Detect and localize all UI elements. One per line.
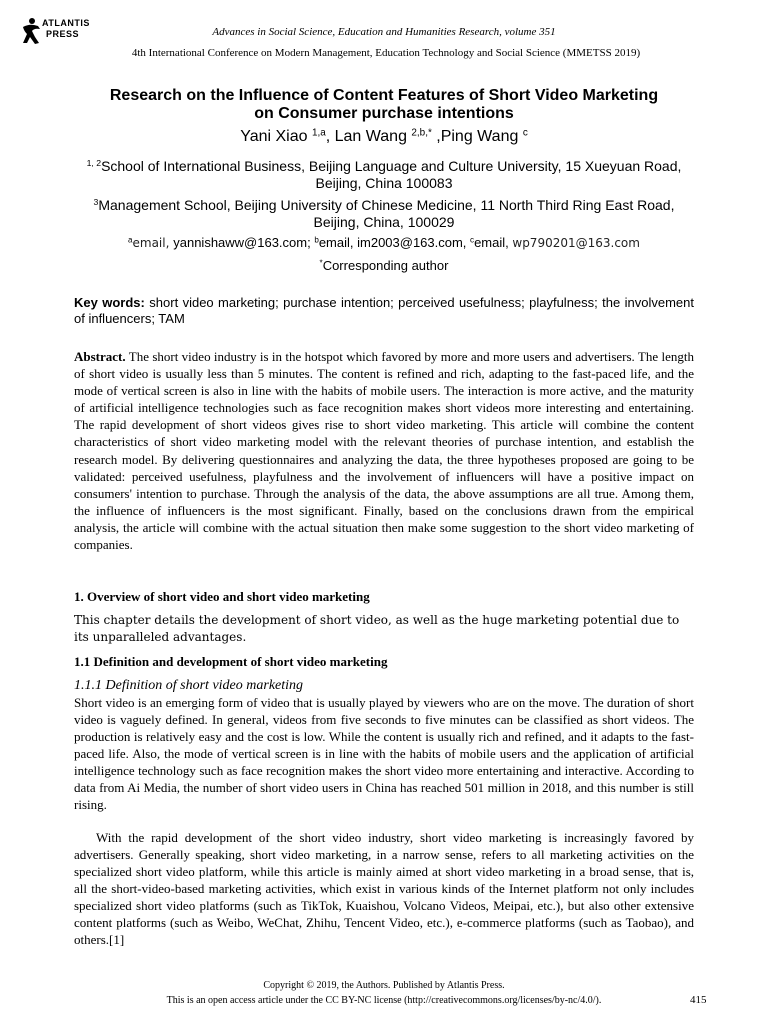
section-intro: This chapter details the development of short video, as well as the huge marketing potential due to its unparalleled advantages. <box>74 613 680 644</box>
email-link[interactable]: yannishaww@163.com; <box>173 235 315 250</box>
footer-copyright: Copyright © 2019, the Authors. Published by Atlantis Press. <box>263 980 505 991</box>
abstract <box>74 348 694 553</box>
section-heading: 1. Overview of short video and short video marketing <box>74 589 370 604</box>
publisher-name-line1: ATLANTIS <box>42 18 90 28</box>
email-sup: c <box>470 235 475 245</box>
author-emails <box>60 235 708 250</box>
body-paragraph: With the rapid development of the short video industry, short video marketing is increasingly favored by advertisers. Generally speaking, short video marketing, in a narrow sense, refers to all marketing activities on the specialized short video platform, while this article is mainly aimed at short video marketing in a broad sense, that is, all the short-video-based marketing activities, which exist in various kinds of the Internet platform not only includes specialized short video platforms (such as TikTok, Kuaishou, Volcano Videos, Meipai, etc.), but also other extensive content platforms (such as Weibo, WeChat, Zhihu, Tencent Video, etc.), e-commerce platforms (such as Taobao), and others.[1] <box>74 830 694 947</box>
author-name: Yani Xiao <box>240 128 312 145</box>
corresponding-sup: * <box>319 258 323 268</box>
conference-header: 4th International Conference on Modern Management, Education Technology and Social Science (MMETSS 2019) <box>131 47 641 59</box>
paper-title <box>60 87 708 123</box>
keywords <box>74 295 694 327</box>
subsubsection-heading: 1.1.1 Definition of short video marketing <box>74 678 304 693</box>
keywords-text: short video marketing; purchase intention; perceived usefulness; playfulness; the involvement of influencers; TAM <box>74 295 695 326</box>
affiliation-sup: 3 <box>93 197 99 208</box>
footer-license: This is an open access article under the CC BY-NC license (http://creativecommons.org/licenses/by-nc/4.0/). <box>166 995 602 1006</box>
author-affil-sup: 1,a <box>311 127 326 139</box>
author-list <box>60 128 708 146</box>
author-affil-sup: c <box>522 127 528 139</box>
email-label: email, <box>474 235 513 250</box>
keywords-label: Key words: <box>74 295 145 310</box>
author-name: Ping Wang <box>440 128 523 145</box>
email-sup: a <box>128 235 133 245</box>
email-link[interactable]: wp790201@163.com <box>512 236 640 250</box>
journal-header: Advances in Social Science, Education and Humanities Research, volume 351 <box>212 26 556 38</box>
publisher-name <box>42 18 90 40</box>
subsection-heading: 1.1 Definition and development of short video marketing <box>74 654 388 669</box>
affiliation-line: School of International Business, Beijing Language and Culture University, 15 Xueyuan Road, <box>101 158 682 174</box>
email-label: email, <box>132 236 174 250</box>
body-paragraph: Short video is an emerging form of video that is usually played by viewers who are on the move. The duration of short video is vaguely defined. In general, videos from five seconds to five minutes can be classified as short videos. The production is relatively easy and the cost is low. While the content is usually rich and refined, and it adapts to the fast-paced life. Also, the mode of vertical screen is in line with the habits of mobile users and the application of artificial intelligence technology such as face recognition makes the short video more entertaining and interactive. According to data from Ai Media, the number of short video users in China has reached 501 million in 2018, and this number is still rising. <box>74 695 694 812</box>
affiliation-2 <box>60 197 708 231</box>
corresponding-text: Corresponding author <box>322 258 449 273</box>
page-number: 415 <box>690 994 707 1006</box>
affiliation-line: Management School, Beijing University of Chinese Medicine, 11 North Third Ring East Road, <box>98 197 675 213</box>
atlantis-figure-icon <box>20 17 42 45</box>
affiliation-sup: 1, 2 <box>86 158 102 169</box>
abstract-text: The short video industry is in the hotspot which favored by more and more users and advertisers. The length of short video is usually less than 5 minutes. The content is refined and rich, adapting to the fast-paced life, and the mode of vertical screen is also in line with the habits of mobile users. The interaction is more active, and the maturity of artificial intelligence technologies such as face recognition makes short videos more interesting and entertaining. The rapid development of short videos gives rise to short video marketing. This article will combine the content characteristics of short video marketing model with the relevant theories of purchase intention, and establish the research model. By delivering questionnaires and analyzing the data, the three hypotheses proposed are going to be validated: perceived usefulness, playfulness and the involvement of influencers will have a positive impact on consumers' intention to purchase. Through the analysis of the data, the above assumptions are all true. Among them, the influence of influencers is the most significant. Finally, based on the conclusions drawn from the empirical analysis, the article will combine with the actual situation then make some suggestion to the short video marketing of companies. <box>74 349 694 553</box>
paper-title-line2: on Consumer purchase intentions <box>254 105 514 122</box>
affiliation-line: Beijing, China, 100029 <box>313 214 455 230</box>
affiliation-line: Beijing, China 100083 <box>315 175 453 191</box>
author-affil-sup: 2,b,* <box>411 127 432 139</box>
abstract-label: Abstract. <box>74 349 126 364</box>
email-sup: b <box>314 235 319 245</box>
affiliation-1 <box>60 158 708 192</box>
email-link[interactable]: email, im2003@163.com, <box>318 235 471 250</box>
paper-title-line1: Research on the Influence of Content Features of Short Video Marketing <box>109 87 659 104</box>
author-sep: , <box>325 128 335 145</box>
corresponding-author-note <box>60 258 708 273</box>
author-sep: , <box>431 128 441 145</box>
publisher-name-line2: PRESS <box>46 29 80 39</box>
author-name: Lan Wang <box>334 128 412 145</box>
